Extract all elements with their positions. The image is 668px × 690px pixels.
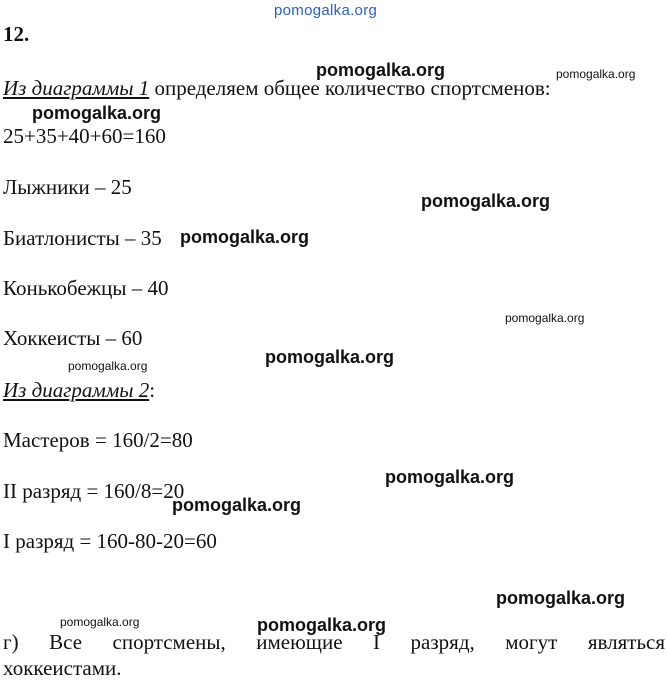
watermark: pomogalka.org bbox=[496, 588, 626, 608]
task-number: 12. bbox=[3, 22, 30, 46]
watermark: pomogalka.org bbox=[32, 103, 162, 123]
conclusion-word: имеющие bbox=[256, 630, 343, 654]
watermark: pomogalka.org bbox=[265, 347, 395, 367]
watermark: pomogalka.org bbox=[257, 615, 387, 635]
sport-biathletes: Биатлонисты – 35 bbox=[3, 226, 162, 250]
rank-masters: Мастеров = 160/2=80 bbox=[3, 428, 193, 452]
sum-line: 25+35+40+60=160 bbox=[3, 124, 166, 148]
conclusion-word: Все bbox=[49, 630, 83, 654]
watermark: pomogalka.org bbox=[556, 67, 636, 81]
conclusion-word: спортсмены, bbox=[112, 630, 226, 654]
watermark: pomogalka.org bbox=[421, 191, 551, 211]
diagram1-reference: Из диаграммы 1 bbox=[3, 76, 150, 100]
watermark: pomogalka.org bbox=[385, 467, 515, 487]
conclusion-word: разряд, bbox=[410, 630, 475, 654]
sport-skaters: Конькобежцы – 40 bbox=[3, 276, 169, 300]
watermark: pomogalka.org bbox=[316, 60, 446, 80]
watermark: pomogalka.org bbox=[180, 227, 310, 247]
diagram2-reference: Из диаграммы 2 bbox=[3, 378, 150, 402]
header-watermark: pomogalka.org bbox=[274, 2, 378, 19]
diagram2-line bbox=[3, 378, 155, 402]
conclusion-word: могут bbox=[505, 630, 558, 654]
watermark: pomogalka.org bbox=[60, 615, 140, 629]
sport-hockey: Хоккеисты – 60 bbox=[3, 326, 143, 350]
sport-skiers: Лыжники – 25 bbox=[3, 175, 132, 199]
conclusion-word: I bbox=[373, 630, 381, 654]
intro-line bbox=[3, 76, 551, 100]
watermark: pomogalka.org bbox=[172, 495, 302, 515]
conclusion-word: являться bbox=[587, 630, 666, 654]
conclusion-line-2: хоккеистами. bbox=[3, 656, 122, 680]
rank-first: I разряд = 160-80-20=60 bbox=[3, 529, 217, 553]
intro-text: определяем общее количество спортсменов: bbox=[149, 76, 551, 100]
conclusion-word: г) bbox=[3, 630, 19, 654]
watermark: pomogalka.org bbox=[68, 359, 148, 373]
diagram2-colon: : bbox=[149, 378, 156, 402]
rank-second: II разряд = 160/8=20 bbox=[3, 479, 185, 503]
watermark: pomogalka.org bbox=[505, 311, 585, 325]
